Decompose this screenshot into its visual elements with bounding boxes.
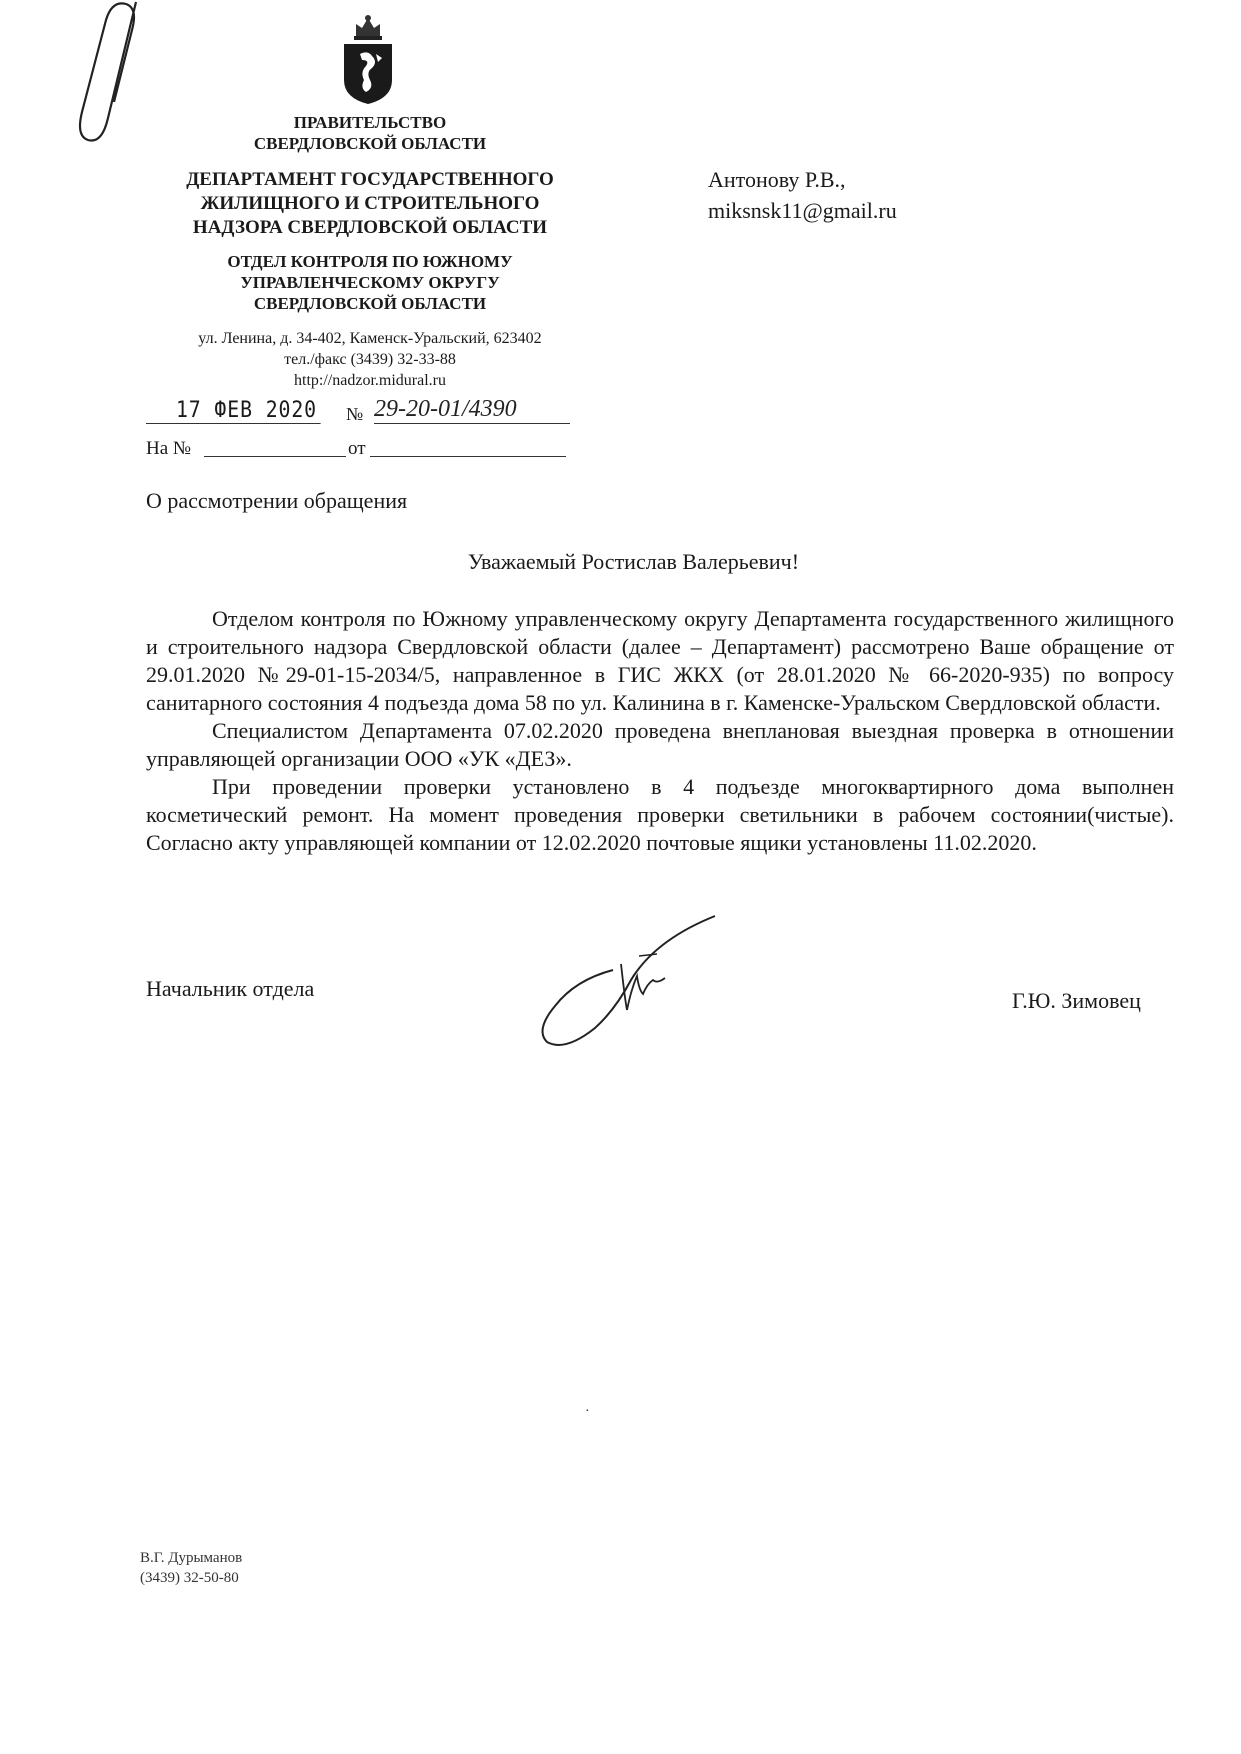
handwritten-signature: [535, 910, 725, 1060]
recipient-name: Антонову Р.В.,: [708, 167, 846, 192]
letter-body: [146, 605, 1174, 857]
unit-line: УПРАВЛЕНЧЕСКОМУ ОКРУГУ: [240, 273, 500, 292]
department-line: ЖИЛИЩНОГО И СТРОИТЕЛЬНОГО: [200, 193, 540, 214]
salutation: Уважаемый Ростислав Валерьевич!: [467, 549, 800, 574]
unit-line: СВЕРДЛОВСКОЙ ОБЛАСТИ: [253, 294, 487, 313]
government-line: СВЕРДЛОВСКОЙ ОБЛАСТИ: [253, 134, 487, 153]
in-reply-label: На №: [146, 438, 192, 459]
executor-phone: (3439) 32-50-80: [140, 1570, 239, 1586]
coat-of-arms-icon: [338, 10, 398, 106]
government-line: ПРАВИТЕЛЬСТВО: [293, 113, 447, 132]
registration-number-label: №: [346, 404, 364, 424]
in-reply-number-line: [204, 456, 346, 457]
in-reply-from-label: от: [348, 438, 366, 459]
scan-mark: ·: [585, 1404, 590, 1419]
recipient-email: miksnsk11@gmail.ru: [708, 198, 897, 223]
unit-name: [120, 251, 620, 314]
body-paragraph: При проведении проверки установлено в 4 подъезде многоквартирного дома выполнен косметический ремонт. На момент проведения проверки светильники в рабочем состоянии(чистые). Согласно акту управляющей компании от 12.02.2020 почтовые ящики установлены 11.02.2020.: [146, 774, 1174, 855]
registration-number: 29-20-01/4390: [374, 396, 570, 424]
executor-name: В.Г. Дурыманов: [140, 1550, 243, 1566]
body-paragraph: Специалистом Департамента 07.02.2020 проведена внеплановая выездная проверка в отношении управляющей организации ООО «УК «ДЕЗ».: [146, 718, 1174, 771]
registration-date: 17 ФЕВ 2020: [146, 398, 321, 424]
body-paragraph: Отделом контроля по Южному управленческому округу Департамента государственного жилищного и строительного надзора Свердловской области (далее – Департамент) рассмотрено Ваше обращение от 29.01.2020 №29-01-15-2034/5, направленное в ГИС ЖКХ (от 28.01.2020 № 66-2020-935) по вопросу санитарного состояния 4 подъезда дома 58 по ул. Калинина в г. Каменске-Уральском Свердловской области.: [146, 606, 1174, 715]
phone: тел./факс (3439) 32-33-88: [284, 351, 456, 368]
department-line: НАДЗОРА СВЕРДЛОВСКОЙ ОБЛАСТИ: [192, 217, 548, 238]
subject: О рассмотрении обращения: [146, 488, 408, 513]
department-line: ДЕПАРТАМЕНТ ГОСУДАРСТВЕННОГО: [186, 169, 554, 190]
in-reply-date-line: [370, 456, 566, 457]
department-name: [120, 168, 620, 240]
website: http://nadzor.midural.ru: [294, 372, 446, 389]
unit-line: ОТДЕЛ КОНТРОЛЯ ПО ЮЖНОМУ: [227, 252, 513, 271]
contact-block: [120, 328, 620, 391]
address: ул. Ленина, д. 34-402, Каменск-Уральский, 623402: [198, 330, 542, 347]
government-name: [120, 112, 620, 154]
executor-block: [140, 1548, 242, 1588]
signatory-name: Г.Ю. Зимовец: [1012, 988, 1141, 1013]
signatory-position: Начальник отдела: [146, 976, 315, 1001]
recipient-block: [708, 164, 897, 226]
